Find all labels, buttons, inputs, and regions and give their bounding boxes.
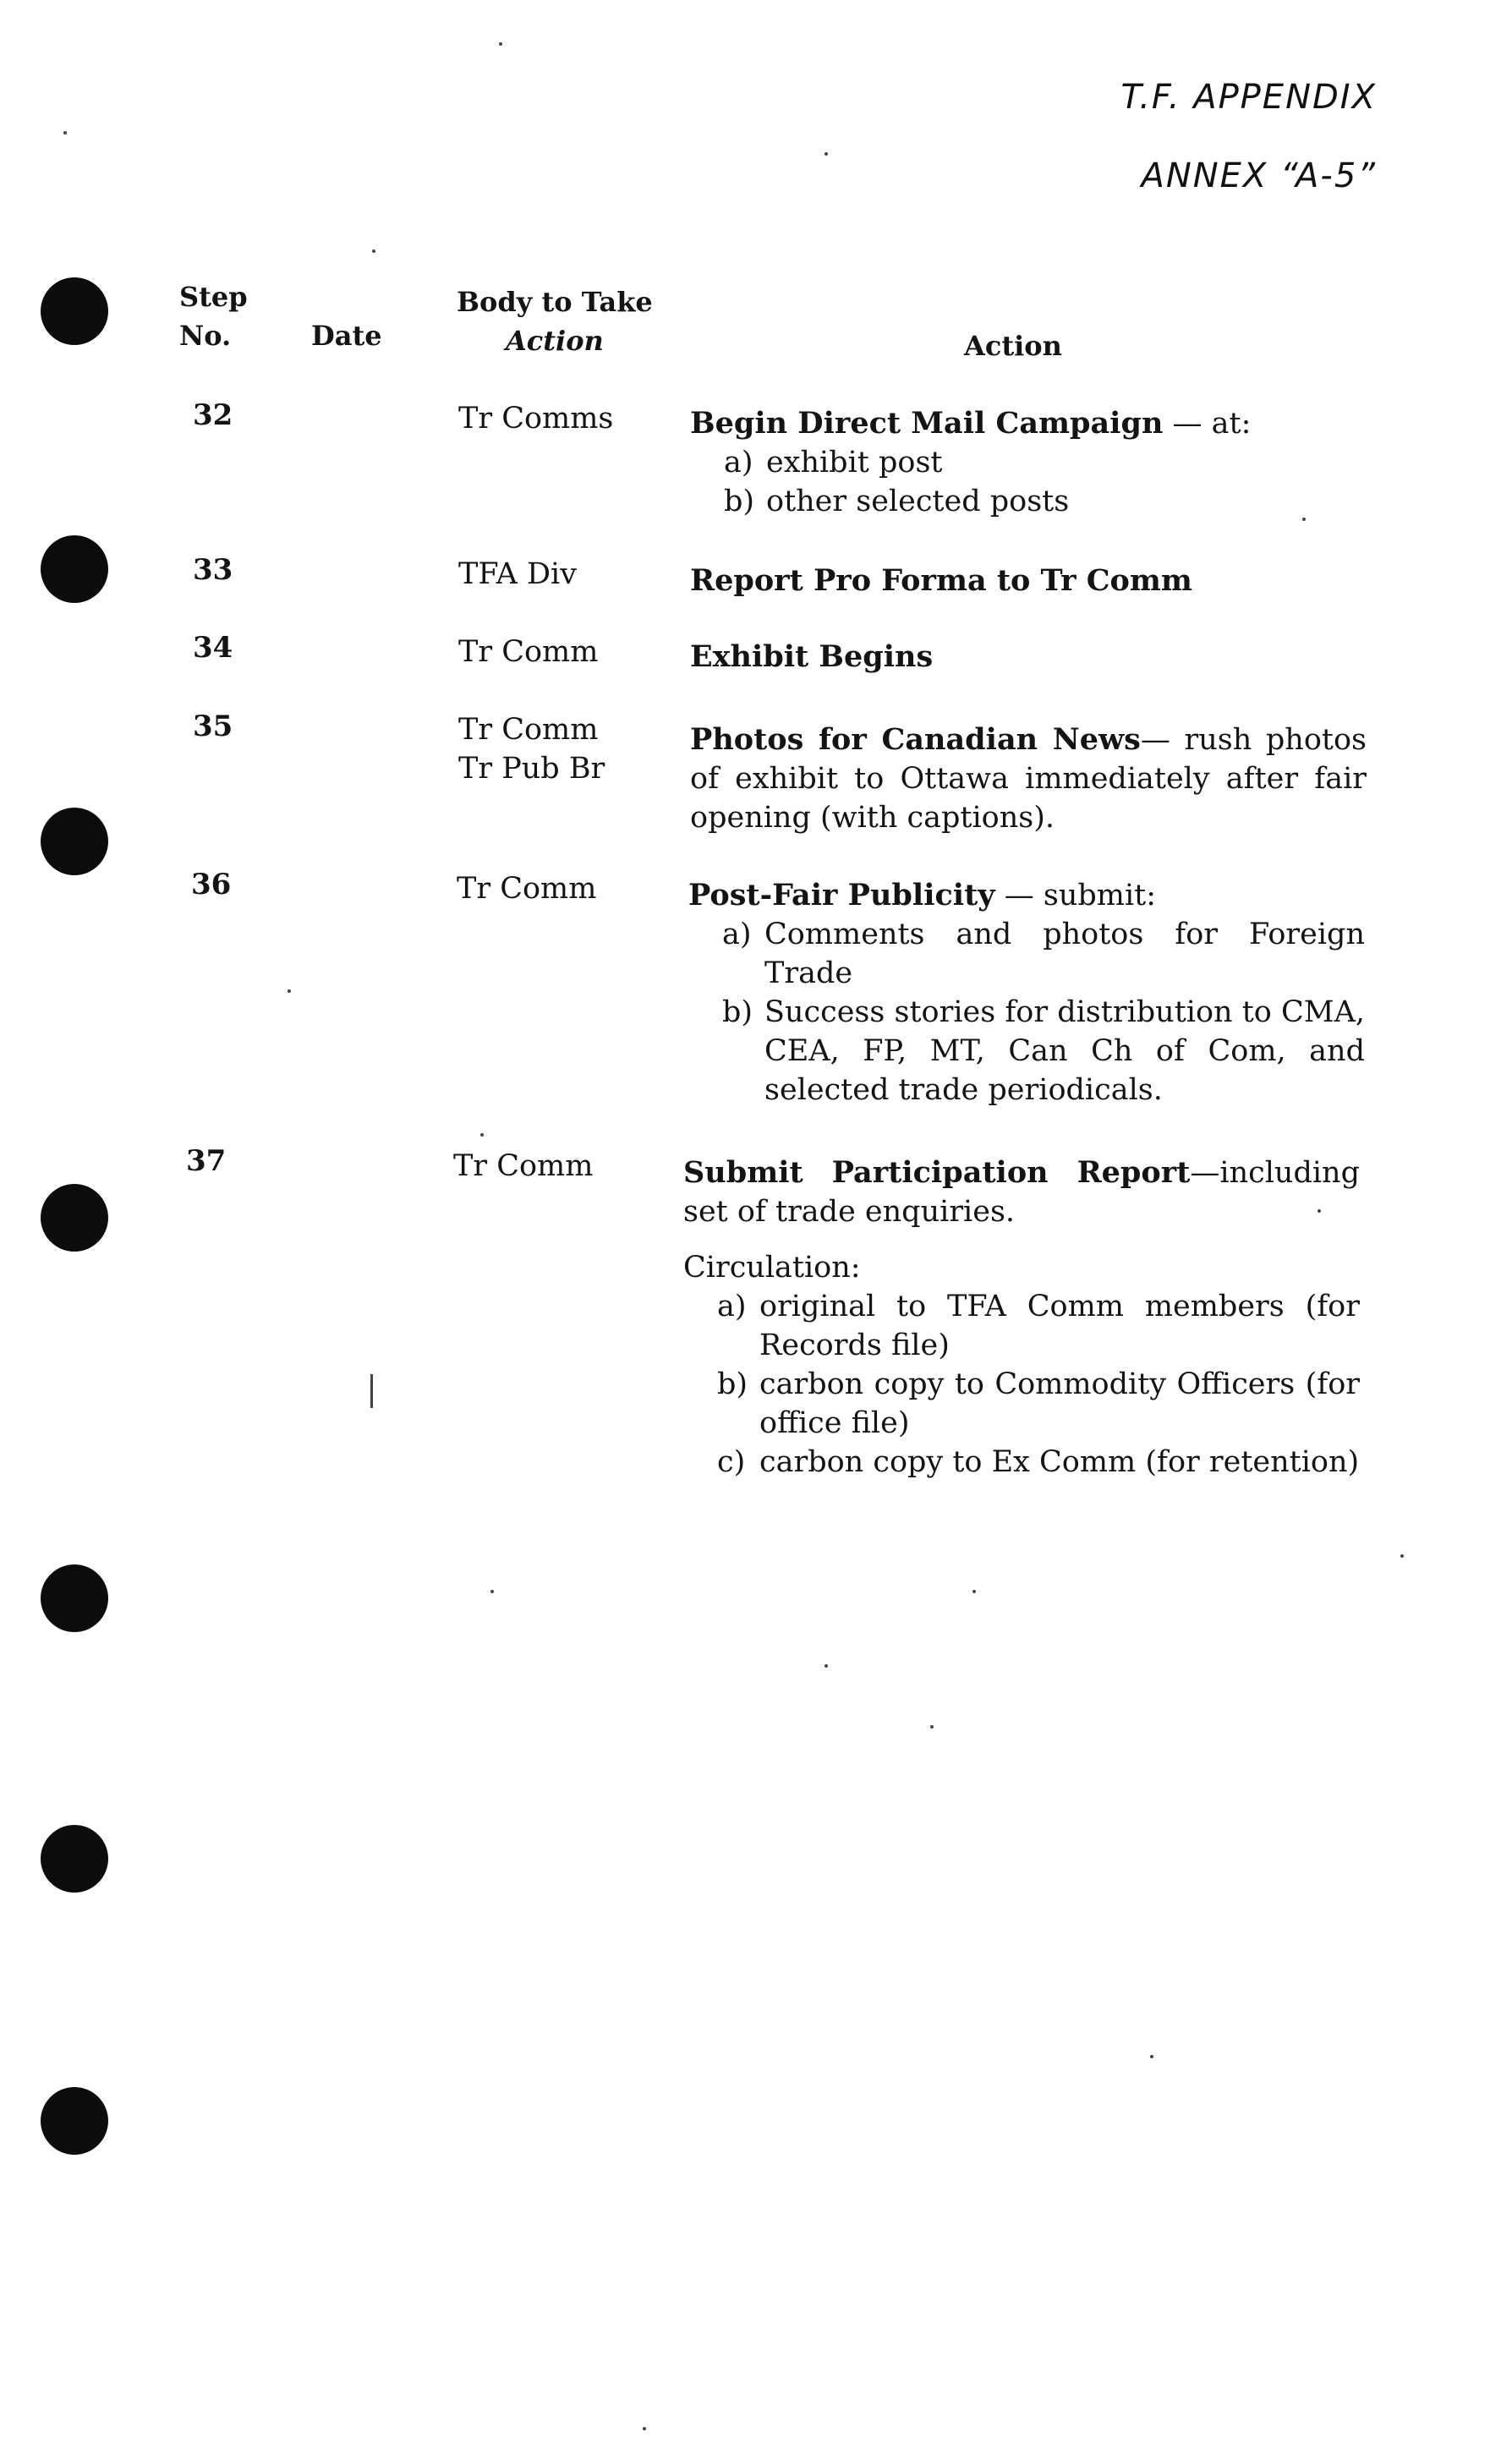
action-text: —including set of trade enquiries.	[683, 1156, 1360, 1229]
body-name: Tr Comm	[453, 1149, 594, 1183]
action-title: Photos for Canadian News	[690, 722, 1141, 757]
action-title: Post-Fair Publicity	[688, 878, 995, 912]
body-cell	[453, 1147, 593, 1186]
body-name: TFA Div	[458, 557, 578, 591]
scan-speck	[499, 42, 502, 46]
body-cell	[458, 633, 598, 671]
scan-speck	[824, 152, 828, 156]
scan-speck	[972, 1590, 976, 1593]
action-subitem	[683, 1287, 1360, 1365]
action-line	[690, 720, 1367, 837]
subitem-text: carbon copy to Commodity Officers (for office file)	[759, 1367, 1360, 1440]
body-name: Tr Comm	[457, 872, 597, 906]
step-number: 32	[193, 398, 233, 432]
body-name: Tr Pub Br	[458, 752, 605, 786]
punch-hole	[41, 2087, 108, 2155]
punch-hole	[41, 1184, 108, 1252]
subitem-label: a)	[724, 446, 753, 479]
appendix-title: T.F. APPENDIX	[1120, 78, 1377, 117]
scan-speck	[1150, 2055, 1153, 2058]
punch-hole	[41, 1825, 108, 1893]
column-header-body	[457, 282, 653, 360]
subitem-label: b)	[724, 485, 755, 518]
action-line	[690, 404, 1367, 443]
scan-speck	[490, 1590, 494, 1593]
step-number: 36	[191, 868, 232, 901]
body-cell	[457, 869, 596, 908]
body-name: Tr Comm	[458, 713, 599, 747]
scan-speck	[372, 249, 375, 253]
body-cell	[458, 555, 577, 594]
subitem-text: Success stories for distribution to CMA, CEA, FP, MT, Can Ch of Com, and selected trade periodicals.	[764, 995, 1365, 1107]
body-cell	[458, 399, 613, 438]
subitem-label: a)	[717, 1290, 747, 1323]
step-number: 33	[193, 553, 233, 587]
scan-speck	[1400, 1554, 1404, 1558]
action-cell	[690, 638, 1367, 677]
subitem-label: b)	[722, 995, 753, 1029]
action-text: — submit:	[994, 879, 1157, 912]
body-cell	[458, 710, 605, 788]
scan-speck	[288, 989, 291, 993]
body-name: Tr Comm	[458, 635, 599, 669]
punch-hole	[41, 277, 108, 345]
column-header-step	[179, 277, 248, 355]
subitem-label: b)	[717, 1367, 748, 1401]
step-number: 37	[186, 1144, 227, 1178]
scan-speck	[930, 1725, 934, 1729]
action-line	[690, 562, 1367, 600]
annex-label: ANNEX “A-5”	[1141, 156, 1377, 195]
subitem-text: carbon copy to Ex Comm (for retention)	[759, 1445, 1360, 1479]
scan-speck	[63, 131, 67, 134]
subitem-text: exhibit post	[766, 446, 943, 479]
step-number: 35	[193, 709, 233, 743]
action-title: Exhibit Begins	[690, 639, 934, 674]
action-subitem	[688, 915, 1365, 993]
column-header-body-line: Body to Take	[457, 286, 653, 318]
action-cell	[683, 1153, 1360, 1482]
scan-speck	[370, 1374, 373, 1408]
action-cell	[690, 562, 1367, 600]
column-header-body-line: Action	[505, 325, 604, 357]
scan-speck	[480, 1133, 484, 1137]
action-title: Begin Direct Mail Campaign	[690, 406, 1164, 441]
circulation-label: Circulation:	[683, 1251, 861, 1285]
column-header-action: Action	[964, 330, 1062, 362]
subitem-label: c)	[717, 1445, 746, 1479]
column-header-step-line: No.	[179, 320, 232, 352]
action-subitem	[683, 1365, 1360, 1443]
action-cell	[688, 876, 1365, 1109]
action-line	[688, 876, 1365, 915]
subitem-text: other selected posts	[766, 485, 1070, 518]
action-text: — at:	[1163, 407, 1252, 441]
scan-speck	[824, 1664, 828, 1668]
action-title: Report Pro Forma to Tr Comm	[690, 563, 1192, 598]
action-text: — rush photos of exhibit to Ottawa immediately after fair opening (with captions).	[690, 723, 1367, 835]
action-subitem	[688, 993, 1365, 1109]
punch-hole	[41, 1564, 108, 1632]
scan-speck	[643, 2427, 646, 2430]
action-cell	[690, 720, 1367, 837]
subitem-text: Comments and photos for Foreign Trade	[764, 918, 1365, 990]
step-number: 34	[193, 631, 233, 665]
action-subitem	[683, 1443, 1360, 1482]
column-header-date: Date	[311, 320, 382, 352]
subitem-text: original to TFA Comm members (for Records file)	[759, 1290, 1360, 1362]
action-line	[683, 1153, 1360, 1231]
subitem-label: a)	[722, 918, 752, 951]
action-cell	[690, 404, 1367, 521]
action-line	[690, 638, 1367, 677]
column-header-step-line: Step	[179, 281, 248, 313]
punch-hole	[41, 535, 108, 603]
action-subitem	[690, 443, 1367, 482]
action-subitem	[690, 482, 1367, 521]
punch-hole	[41, 808, 108, 875]
body-name: Tr Comms	[458, 402, 614, 436]
action-title: Submit Participation Report	[683, 1155, 1191, 1190]
